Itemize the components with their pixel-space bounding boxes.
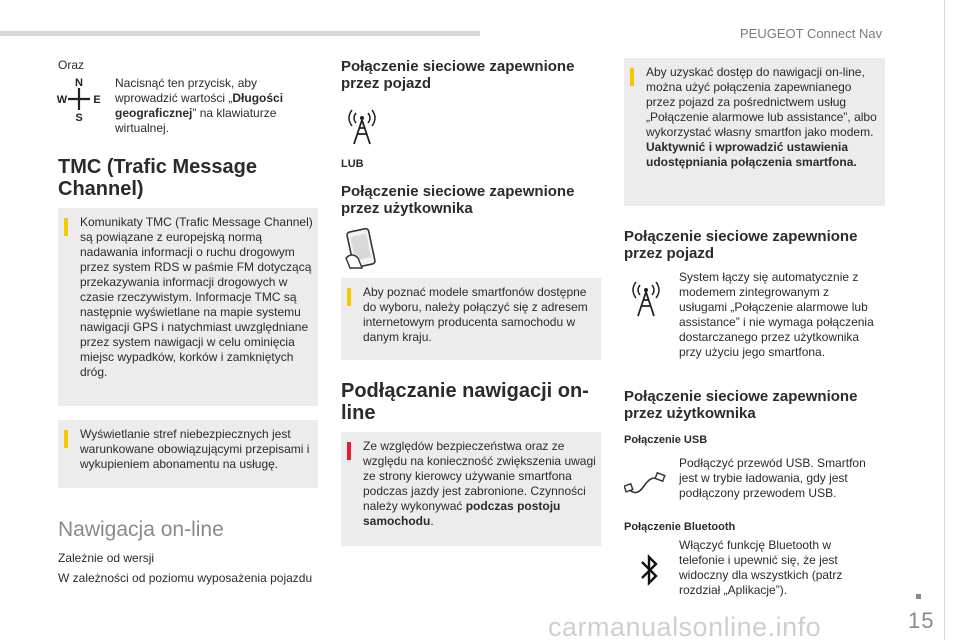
lub-label: LUB [341,158,364,170]
version-line-2: W zależności od poziomu wyposażenia pojazdu [58,571,313,585]
danger-info-box [58,420,318,488]
info-icon [64,218,68,236]
compass-letter-n: N [75,77,83,89]
page-dot [916,594,921,599]
version-line-1: Zależnie od wersji [58,551,155,565]
tmc-info-box [58,208,318,406]
info-icon [64,430,68,448]
antenna-icon [344,106,380,146]
running-head: PEUGEOT Connect Nav [740,26,883,41]
usb-text: Podłączyć przewód USB. Smartfon jest w trybie ładowania, gdy jest podłączony przewodem USB. [679,456,866,500]
side-rule [944,0,945,640]
vehicle-connection-text: System łączy się automatycznie z modemem zintegrowanym z usługami „Połączenie alarmowe lub assistance” i nie wymaga połączenia dostarczanego przez użytkownika przy użyciu jego smartfona. [679,270,874,359]
warning-icon [347,442,351,460]
usb-cable-icon [624,468,666,498]
connect-title: Podłączanie nawigacji on-line [341,380,589,424]
page-number: 15 [908,608,935,633]
vehicle-connection-title-2: Połączenie sieciowe zapewnione przez pojazd [624,228,858,262]
compass-letter-e: E [93,94,101,106]
bluetooth-icon [637,552,661,588]
tmc-title: TMC (Trafic Message Channel) [58,156,257,200]
danger-info-text: Wyświetlanie stref niebezpiecznych jest warunkowane obowiązującymi przepisami i wykupieniem abonamentu na usługę. [80,427,310,471]
compass-letter-s: S [75,112,83,122]
top-rule [0,31,480,36]
smartphone-icon [342,228,382,270]
models-info-text: Aby poznać modele smartfonów dostępne do wyboru, należy połączyć się z adresem internetowym producenta samochodu w danym kraju. [363,285,588,344]
bluetooth-title: Połączenie Bluetooth [624,521,736,533]
info-icon [630,68,634,86]
info-icon [347,288,351,306]
warning-text: Ze względów bezpieczeństwa oraz ze względu na konieczność zwiększenia uwagi ze strony kierowcy używanie smartfona podczas jazdy jest zabronione. Czynności należy wykonywać podczas postoju samochodu. [363,439,596,528]
vehicle-connection-title: Połączenie sieciowe zapewnione przez pojazd [341,58,575,92]
online-title: Nawigacja on-line [58,518,224,541]
user-connection-title-2: Połączenie sieciowe zapewnione przez użytkownika [624,388,858,422]
antenna-icon [628,278,664,318]
compass-instruction: Nacisnąć ten przycisk, aby wprowadzić wartości „Długości geograficznej” na klawiaturze wirtualnej. [115,76,284,135]
bluetooth-text: Włączyć funkcję Bluetooth w telefonie i upewnić się, że jest widoczny dla wszystkich (patrz rozdział „Aplikacje”). [679,538,843,597]
compass-letter-w: W [56,94,68,106]
watermark: carmanualsonline.info [548,612,822,642]
tmc-info-text: Komunikaty TMC (Trafic Message Channel) są powiązane z europejską normą nadawania informacji o ruchu drogowym przez system RDS w paśmie FM dotyczącą przekazywania informacji drogowych w czasie rzeczywistym. Informacje TMC są następnie wyświetlane na mapie systemu nawigacji GPS i natychmiast uwzględniane przez system nawigacji w celu ominięcia miejsc wypadków, korków i zamkniętych dróg. [80,215,313,379]
access-info-text: Aby uzyskać dostęp do nawigacji on-line, można użyć połączenia zapewnianego przez pojazd za pośrednictwem usług „Połączenie alarmowe lub assistance”, albo wykorzystać własny smartfon jako modem. Uaktywnić i wprowadzić ustawienia udostępniania połączenia smartfona. [646,65,877,169]
models-info-box [341,278,601,360]
warning-box [341,432,601,546]
usb-title: Połączenie USB [624,434,708,446]
user-connection-title: Połączenie sieciowe zapewnione przez użytkownika [341,183,575,217]
access-info-box [624,58,885,206]
oraz-label: Oraz [58,58,85,72]
compass-icon [56,76,102,122]
